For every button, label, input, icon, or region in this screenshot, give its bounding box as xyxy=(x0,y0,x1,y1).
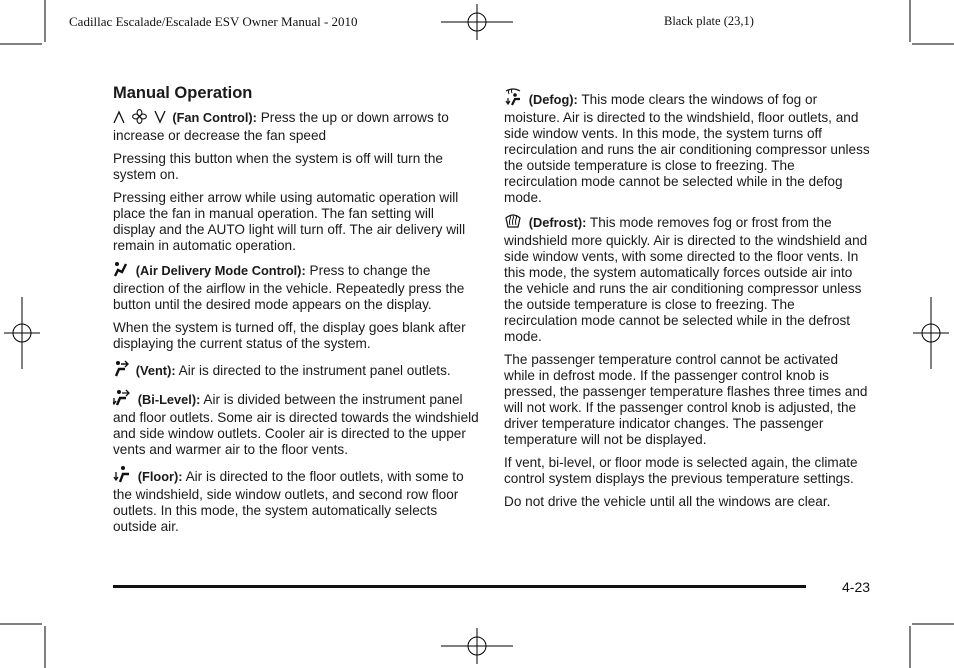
vent-paragraph xyxy=(113,359,479,381)
paragraph: When the system is turned off, the display goes blank after displaying the current status of the system. xyxy=(113,320,466,351)
manual-header: Cadillac Escalade/Escalade ESV Owner Manual - 2010 xyxy=(69,14,358,29)
plate-label: Black plate (23,1) xyxy=(664,14,754,28)
paragraph: Do not drive the vehicle until all the windows are clear. xyxy=(504,494,831,509)
air-delivery-term: (Air Delivery Mode Control): xyxy=(135,263,306,278)
air-delivery-icon xyxy=(113,261,129,281)
fan-control-text: Press the up or down arrows to increase or decrease the fan speed xyxy=(113,110,449,143)
defog-text: This mode clears the windows of fog or moisture. Air is directed to the windshield, floor outlets, and side window vents. In this mode, the system turns off recirculation and runs the air conditioning compressor unless the outside temperature is close to freezing. The recirculation mode cannot be selected while in the defog mode. xyxy=(504,92,870,205)
bilevel-term: (Bi-Level): xyxy=(137,392,201,407)
defrost-paragraph xyxy=(504,213,870,345)
vent-term: (Vent): xyxy=(135,363,176,378)
vent-text: Air is directed to the instrument panel outlets. xyxy=(178,363,451,378)
air-delivery-text: Press to change the direction of the airflow in the vehicle. Repeatedly press the button until the desired mode appears on the display. xyxy=(113,263,465,312)
defrost-term: (Defrost): xyxy=(528,215,587,230)
left-column xyxy=(113,83,479,542)
right-column xyxy=(504,88,870,517)
fan-control-term: (Fan Control): xyxy=(172,110,257,125)
fan-up-icon xyxy=(113,110,125,128)
floor-mode-icon xyxy=(113,465,131,487)
bilevel-text: Air is divided between the instrument panel and floor outlets. Some air is directed towards the windshield and side window outlets. Cooler air is directed to the upper vents and warmer air to the floor vents. xyxy=(113,392,479,457)
defrost-mode-icon xyxy=(504,213,522,233)
floor-term: (Floor): xyxy=(137,469,183,484)
footer-rule xyxy=(113,585,806,588)
vent-mode-icon xyxy=(113,359,129,381)
fan-control-paragraph xyxy=(113,109,479,144)
paragraph: The passenger temperature control cannot be activated while in defrost mode. If the passenger control knob is pressed, the passenger temperature flashes three times and will not work. If the passenger control knob is adjusted, the driver temperature indicator changes. The passenger temperature will not be displayed. xyxy=(504,352,868,447)
floor-text: Air is directed to the floor outlets, with some to the windshield, side window outlets, and second row floor outlets. In this mode, the system automatically selects outside air. xyxy=(113,469,464,534)
defog-paragraph xyxy=(504,88,870,206)
bilevel-mode-icon xyxy=(113,388,131,410)
paragraph: Pressing either arrow while using automatic operation will place the fan in manual operation. The fan setting will display and the AUTO light will turn off. The air delivery will remain in automatic operation. xyxy=(113,190,466,253)
defrost-text: This mode removes fog or frost from the windshield more quickly. Air is directed to the windshield and side window vents, with some directed to the floor vents. In this mode, the system automatically forces outside air into the vehicle and runs the air conditioning compressor unless the outside temperature is close to freezing. The recirculation mode cannot be selected while in the defrost mode. xyxy=(504,215,868,344)
fan-icon xyxy=(132,109,147,128)
bilevel-paragraph xyxy=(113,388,479,458)
paragraph: Pressing this button when the system is off will turn the system on. xyxy=(113,151,443,182)
page-number: 4-23 xyxy=(842,579,871,595)
floor-paragraph xyxy=(113,465,479,535)
air-delivery-paragraph xyxy=(113,261,479,313)
section-heading: Manual Operation xyxy=(113,84,253,102)
defog-term: (Defog): xyxy=(528,92,578,107)
paragraph: If vent, bi-level, or floor mode is selected again, the climate control system displays the previous temperature settings. xyxy=(504,455,858,486)
defog-mode-icon xyxy=(504,88,522,110)
fan-down-icon xyxy=(154,110,166,128)
